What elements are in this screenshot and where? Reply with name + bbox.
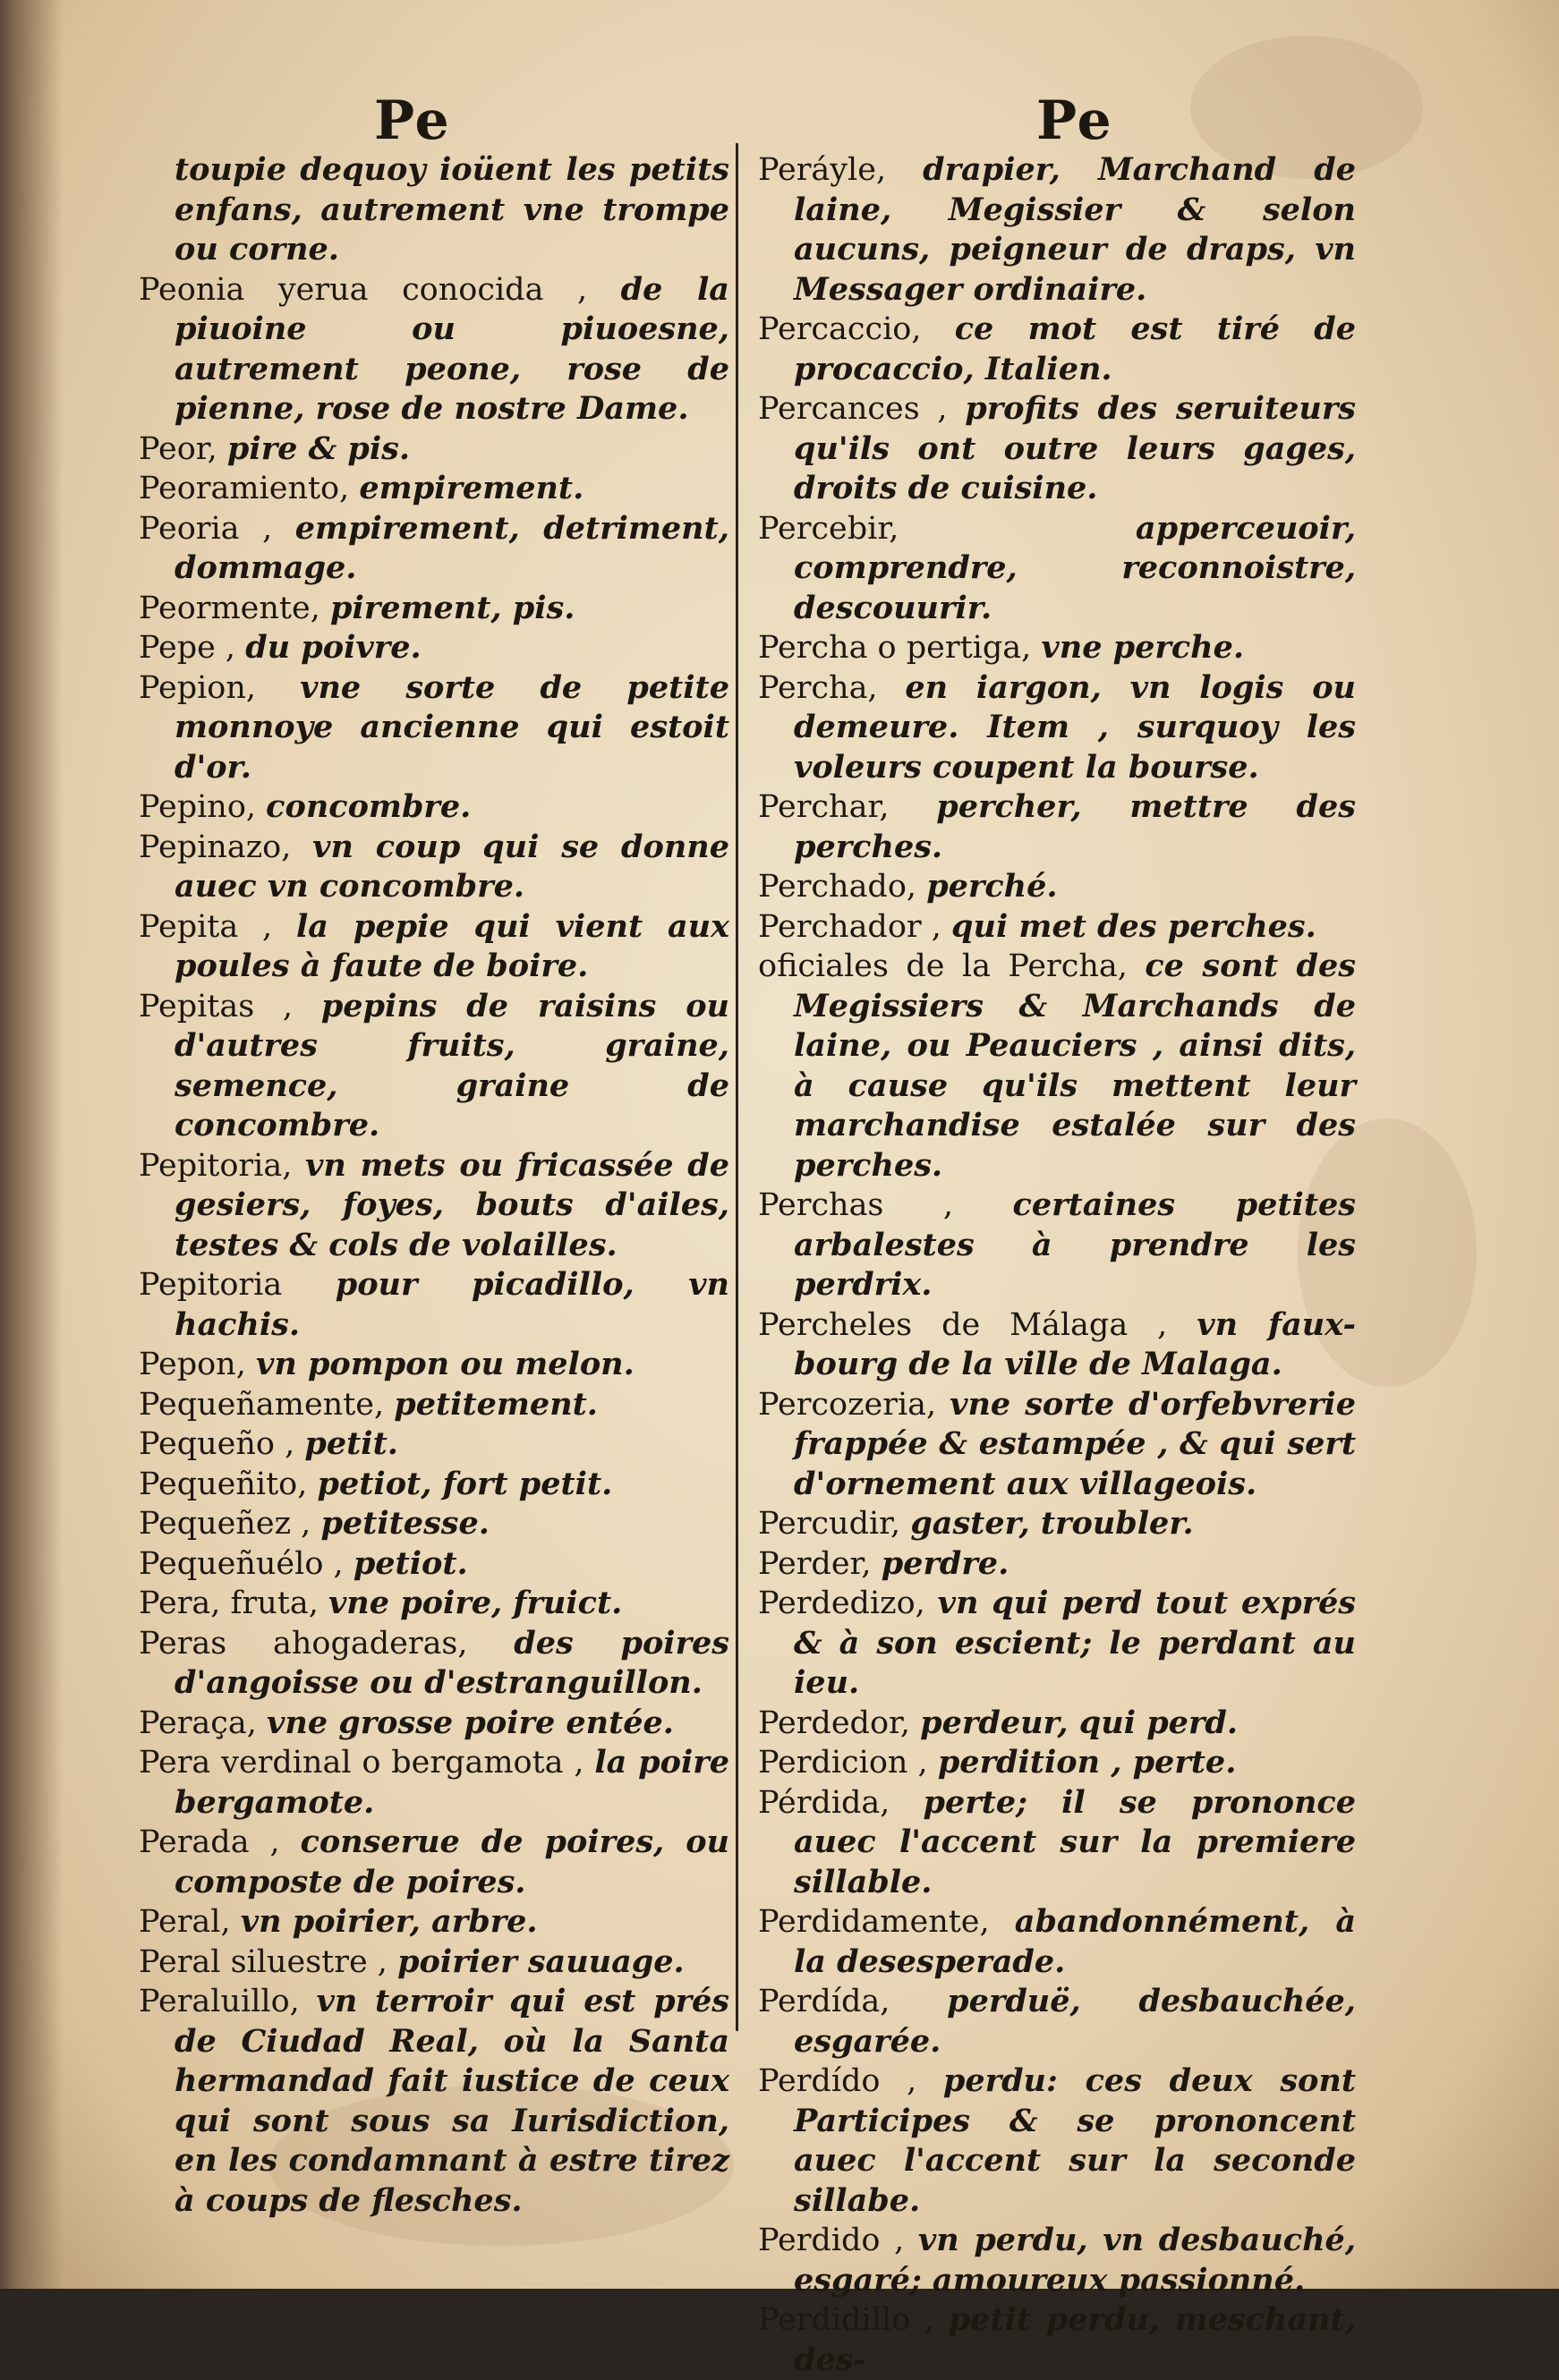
dictionary-entry: [758, 1783, 1356, 1903]
running-head-right: Pe: [1036, 89, 1113, 152]
dictionary-entry: [139, 1743, 729, 1823]
entry-headword: Pequeñuélo ,: [139, 1545, 344, 1582]
entry-headword: Pepe ,: [139, 630, 236, 666]
entry-headword: Percha,: [758, 669, 878, 706]
dictionary-entry: [139, 1982, 729, 2221]
entry-definition: perché.: [926, 868, 1058, 905]
dictionary-entry: [758, 907, 1356, 948]
dictionary-entry: [758, 1743, 1356, 1783]
entry-definition: qui met des perches.: [951, 907, 1316, 945]
entry-definition: vne poire, fruict.: [328, 1585, 623, 1621]
entry-headword: Peor,: [139, 430, 217, 467]
entry-headword: Perchas ,: [758, 1187, 954, 1223]
entry-definition: perdition , perte.: [937, 1744, 1237, 1781]
dictionary-entry: [139, 1704, 729, 1744]
entry-headword: Perchado,: [758, 869, 917, 905]
entry-definition: vn perdu, vn desbauché, esgaré; amoureux passionné.: [794, 2222, 1356, 2299]
dictionary-entry: [139, 1823, 729, 1902]
dictionary-entry: [139, 270, 729, 429]
dictionary-entry: [139, 429, 729, 470]
entry-definition: ce sont des Megissiers & Marchands de laine, ou Peauciers , ainsi dits, à cause qu'ils mettent leur marchandise estalée sur des perches.: [794, 948, 1356, 1184]
entry-headword: Pera verdinal o bergamota ,: [139, 1745, 584, 1781]
entry-definition: en iargon, vn logis ou demeure. Item , surquoy les voleurs coupent la bourse.: [794, 668, 1356, 786]
entry-definition: vne sorte de petite monnoye ancienne qui estoit d'or.: [175, 668, 729, 786]
entry-headword: Pepita ,: [139, 908, 273, 945]
entry-headword: Perdedor,: [758, 1704, 911, 1741]
entry-definition: petitement.: [394, 1385, 598, 1423]
entry-headword: Pequeñito,: [139, 1466, 308, 1502]
entry-definition: toupie dequoy ioüent les petits enfans, autrement vne trompe ou corne.: [175, 151, 729, 268]
entry-definition: vn terroir qui est prés de Ciudad Real, où la Santa hermandad fait iustice de ceux qui sont sous sa Iurisdiction, en les condamnant à estre tirez à coups de flesches.: [175, 1983, 729, 2219]
entry-definition: gaster, troubler.: [910, 1505, 1194, 1542]
column-divider: [736, 143, 738, 2031]
entry-definition: vn pompon ou melon.: [255, 1346, 635, 1382]
entry-definition: vn faux-bourg de la ville de Malaga.: [794, 1305, 1356, 1382]
entry-headword: Percebir,: [758, 510, 899, 547]
binding-shadow: [0, 0, 63, 2289]
dictionary-entry: [758, 1504, 1356, 1544]
dictionary-entry: [758, 389, 1356, 509]
dictionary-entry: [139, 1424, 729, 1465]
entry-headword: Peonia yerua conocida ,: [139, 271, 588, 308]
entry-headword: Pérdida,: [758, 1784, 890, 1821]
entry-headword: Perada ,: [139, 1824, 280, 1860]
dictionary-entry: [758, 1385, 1356, 1505]
entry-headword: Perdído ,: [758, 2063, 917, 2099]
entry-headword: Peoramiento,: [139, 471, 350, 506]
entry-definition: vn poirier, arbre.: [240, 1903, 538, 1940]
entry-definition: petiot, fort petit.: [317, 1465, 613, 1502]
entry-definition: vn coup qui se donne auec vn concombre.: [175, 828, 729, 905]
entry-headword: Peras ahogaderas,: [139, 1625, 468, 1662]
dictionary-entry: [139, 1942, 729, 1983]
dictionary-entry: [139, 1345, 729, 1385]
dictionary-entry: [758, 150, 1356, 310]
entry-headword: Pepon,: [139, 1347, 246, 1382]
entry-definition: profits des seruiteurs qu'ils ont outre leurs gages, droits de cuisine.: [794, 390, 1356, 506]
entry-headword: Percheles de Málaga ,: [758, 1306, 1168, 1343]
dictionary-entry: [139, 1146, 729, 1266]
entry-headword: Pera, fruta,: [139, 1585, 319, 1621]
entry-definition: du poivre.: [245, 629, 422, 666]
entry-headword: Pepion,: [139, 669, 257, 706]
entry-headword: Peraluillo,: [139, 1984, 300, 2019]
entry-definition: apperceuoir, comprendre, reconnoistre, descouurir.: [794, 509, 1356, 626]
entry-definition: vn qui perd tout exprés & à son escient; le perdant au ieu.: [794, 1585, 1356, 1701]
entry-headword: Perchador ,: [758, 908, 941, 945]
entry-definition: pour picadillo, vn hachis.: [175, 1266, 729, 1343]
entry-headword: oficiales de la Percha,: [758, 948, 1128, 984]
entry-definition: abandonnément, à la desesperade.: [794, 1903, 1356, 1980]
entry-headword: Percha o pertiga,: [758, 630, 1032, 666]
dictionary-entry: [139, 1265, 729, 1345]
dictionary-entry: [139, 787, 729, 828]
entry-definition: pirement, pis.: [329, 589, 575, 626]
dictionary-entry: [758, 947, 1356, 1186]
entry-headword: Percances ,: [758, 391, 948, 427]
entry-headword: Pepitoria: [139, 1267, 283, 1303]
entry-definition: perte; il se prononce auec l'accent sur la premiere sillable.: [794, 1783, 1356, 1900]
entry-definition: petitesse.: [320, 1505, 490, 1542]
dictionary-entry: [139, 589, 729, 629]
entry-headword: Perdicion ,: [758, 1745, 928, 1781]
entry-definition: drapier, Marchand de laine, Megissier & selon aucuns, peigneur de draps, vn Messager ordinaire.: [794, 151, 1356, 308]
dictionary-entry: [139, 1902, 729, 1942]
entry-headword: Perdidillo ,: [758, 2302, 934, 2338]
entry-headword: Peral,: [139, 1904, 231, 1940]
dictionary-entry: [758, 1902, 1356, 1982]
entry-definition: petiot.: [353, 1544, 468, 1582]
dictionary-entry: [139, 1624, 729, 1704]
dictionary-entry: [139, 509, 729, 589]
entry-definition: pire & pis.: [226, 429, 411, 467]
dictionary-entry: [758, 1982, 1356, 2061]
entry-definition: vne perche.: [1041, 629, 1245, 666]
entry-definition: certaines petites arbalestes à prendre les perdrix.: [794, 1186, 1356, 1303]
entry-definition: de la piuoine ou piuoesne, autrement peone, rose de pienne, rose de nostre Dame.: [175, 270, 729, 427]
entry-headword: Peoria ,: [139, 510, 273, 547]
dictionary-entry: [758, 509, 1356, 629]
dictionary-entry: [758, 2061, 1356, 2221]
entry-definition: des poires d'angoisse ou d'estranguillon.: [175, 1624, 729, 1701]
dictionary-entry: [758, 1584, 1356, 1704]
entry-headword: Pequeño ,: [139, 1426, 295, 1462]
entry-definition: la poire bergamote.: [175, 1744, 730, 1821]
entry-definition: petit perdu, meschant, des-: [794, 2301, 1356, 2378]
dictionary-entry: [139, 628, 729, 668]
dictionary-entry: [139, 1465, 729, 1505]
entry-headword: Peráyle,: [758, 152, 887, 188]
dictionary-entry: [758, 628, 1356, 668]
dictionary-entry: [139, 987, 729, 1146]
dictionary-entry: [139, 668, 729, 788]
dictionary-entry: [758, 310, 1356, 389]
entry-headword: Pequeñez ,: [139, 1506, 311, 1542]
dictionary-entry: [758, 668, 1356, 788]
entry-definition: petit.: [304, 1425, 398, 1462]
entry-headword: Peraça,: [139, 1704, 257, 1741]
entry-headword: Pepinazo,: [139, 829, 292, 865]
entry-definition: concombre.: [266, 788, 472, 825]
entry-headword: Perdída,: [758, 1984, 890, 2019]
dictionary-entry: [139, 828, 729, 907]
entry-headword: Pepitas ,: [139, 988, 294, 1024]
entry-headword: Percudir,: [758, 1506, 901, 1542]
dictionary-entry: [139, 907, 729, 987]
entry-definition: vne sorte d'orfebvrerie frappée & estampée , & qui sert d'ornement aux villageois.: [794, 1385, 1356, 1502]
running-head-left: Pe: [374, 89, 451, 152]
entry-definition: empirement.: [359, 470, 584, 506]
entry-headword: Perdido ,: [758, 2223, 905, 2258]
entry-definition: conserue de poires, ou composte de poires.: [175, 1823, 730, 1900]
entry-headword: Pepino,: [139, 789, 257, 825]
dictionary-entry: [139, 1544, 729, 1585]
dictionary-entry: [758, 2221, 1356, 2300]
dictionary-entry: [758, 787, 1356, 867]
entry-headword: Percozeria,: [758, 1386, 937, 1423]
entry-definition: vne grosse poire entée.: [267, 1704, 674, 1741]
entry-definition: empirement, detriment, dommage.: [175, 509, 729, 586]
left-column: [139, 150, 729, 2221]
dictionary-entry: [758, 1704, 1356, 1744]
entry-definition: vn mets ou fricassée de gesiers, foyes, bouts d'ailes, testes & cols de volailles.: [175, 1146, 729, 1263]
entry-headword: Perder,: [758, 1545, 872, 1582]
dictionary-entry: [758, 1186, 1356, 1305]
dictionary-entry: [139, 1584, 729, 1624]
dictionary-entry: [139, 469, 729, 509]
entry-definition: pepins de raisins ou d'autres fruits, graine, semence, graine de concombre.: [175, 987, 729, 1143]
dictionary-entry: [758, 2300, 1356, 2380]
entry-definition: perduë, desbauchée, esgarée.: [794, 1983, 1356, 2060]
dictionary-entry: [139, 1504, 729, 1544]
entry-definition: la pepie qui vient aux poules à faute de boire.: [175, 907, 729, 984]
entry-headword: Peormente,: [139, 590, 320, 626]
dictionary-entry: [139, 150, 729, 270]
right-column: [758, 150, 1356, 2380]
dictionary-entry: [139, 1385, 729, 1425]
entry-headword: Perdidamente,: [758, 1904, 990, 1940]
dictionary-entry: [758, 1305, 1356, 1385]
entry-definition: perdu: ces deux sont Participes & se prononcent auec l'accent sur la seconde sillabe.: [794, 2062, 1357, 2219]
entry-definition: perdeur, qui perd.: [920, 1704, 1239, 1741]
entry-headword: Pequeñamente,: [139, 1386, 385, 1423]
entry-headword: Peral siluestre ,: [139, 1943, 388, 1980]
dictionary-entry: [758, 1544, 1356, 1585]
entry-definition: ce mot est tiré de procaccio, Italien.: [794, 310, 1356, 387]
entry-definition: perdre.: [881, 1544, 1010, 1582]
entry-definition: percher, mettre des perches.: [794, 788, 1356, 865]
entry-headword: Perdedizo,: [758, 1585, 925, 1621]
dictionary-entry: [758, 867, 1356, 907]
entry-definition: poirier sauuage.: [397, 1942, 685, 1980]
entry-headword: Percaccio,: [758, 311, 922, 347]
entry-headword: Perchar,: [758, 789, 890, 825]
entry-headword: Pepitoria,: [139, 1147, 293, 1184]
